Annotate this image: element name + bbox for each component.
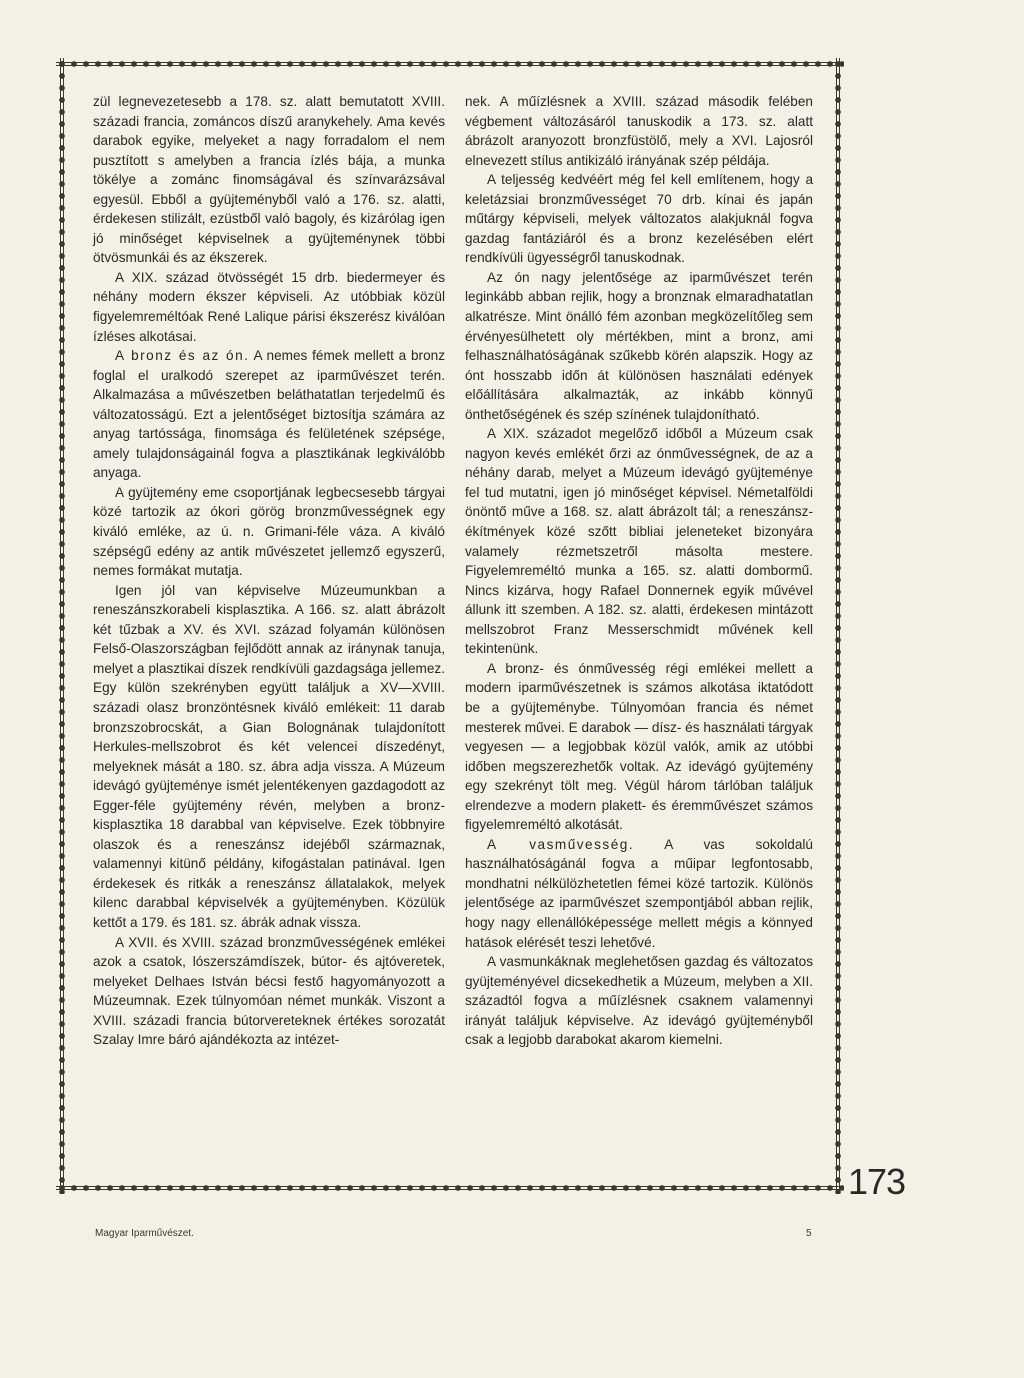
paragraph: A bronz- és ónművesség régi emlékei mellett a modern iparművészetnek is számos alkotása iktatódott be a gyüjteménybe. Túlnyomóan francia és német mesterek művei. E darabok — dísz- és használati tárgyak vegyesen — a legjobbak közül valók, amik az utóbbi időben megszerezhetők voltak. Az idevágó gyüjtemény egy szekrényt tölt meg. Végül három tárlóban találjuk elrendezve a modern plakett- és éremművészet számos figyelemreméltó alkotását. [465,660,813,833]
paragraph: Az ón nagy jelentősége az iparművészet terén leginkább abban rejlik, hogy a bronznak elmaradhatatlan alkatrésze. Mint önálló fém azonban megközelítőleg sem érvényesülhetett oly mértékben, mint a bronz, ami felhasználhatóságának szűkebb körén alapszik. Hogy az ónt hosszabb időn át különösen használati edények előállítására alkalmazták, az inkább könnyű önthetőségének és szép színének tulajdonítható. [465,269,813,422]
footer-publication-title: Magyar Iparművészet. [95,1228,194,1239]
paragraph: A XIX. század ötvösségét 15 drb. biedermeyer és néhány modern ékszer képviseli. Az utóbbiak közül figyelemreméltóak René Lalique párisi ékszerész kiválóan ízléses alkotásai. [93,269,445,344]
paragraph: Igen jól van képviselve Múzeumunkban a reneszánszkorabeli kisplasztika. A 166. sz. alatt ábrázolt két tűzbak a XV. és XVI. század folyamán különösen Felső-Olaszországban fejlődött annak az iránynak tanuja, melyet a plasztikai díszek rendkívüli gazdagsága jellemez. Egy külön szekrényben együtt találjuk a XV—XVIII. századi olasz bronzöntésnek kiváló emlékeit: 11 darab bronzszobrocskát, a Gian Bolognának tulajdonított Herkules-mellszobrot és két velencei díszedényt, melyeknek mását a 180. sz. ábra adja vissza. A Múzeum idevágó gyüjteménye ismét jelentékenyen gazdagodott az Egger-féle gyüjtemény révén, melyben a bronz-kisplasztika 18 darabbal van képviselve. Ezek többnyire olaszok és a reneszánsz idejéből származnak, valamennyi kitünő példány, kifogástalan patinával. Igen érdekesek és ritkák a reneszánsz állatalakok, melyek kilenc darabbal képviselvék a gyüjteményben. Közülük kettőt a 179. és 181. sz. ábrák adnak vissza. [93,582,445,930]
paragraph: A gyüjtemény eme csoportjának legbecsesebb tárgyai közé tartozik az ókori görög bronzművességnek egy kiváló emléke, az ú. n. Grimani-féle váza. A kiváló szépségű edény az antik művészetet jellemző egyszerű, nemes formákat mutatja. [93,484,445,579]
paragraph: nek. A műízlésnek a XVIII. század második felében végbement változásáról tanuskodik a 173. sz. alatt ábrázolt aranyozott bronzfüstölő, mely a XVI. Lajosról elnevezett stílus antikizáló irányának szép példája. [465,94,813,168]
right-text-column [465,92,813,1050]
section-paragraph-vas [465,835,813,952]
paragraph: A XIX. századot megelőző időből a Múzeum csak nagyon kevés emlékét őrzi az ónművességnek, de az a néhány darab, melyet a Múzeum idevágó gyüjteménye fel tud mutatni, igen jó minőséget képvisel. Németalföldi önöntő műve a 168. sz. alatt ábrázolt tál; a reneszánsz-ékítmények közé szőtt bibliai jeleneteket bizonyára valamely rézmetszetről másolta mestere. Figyelemreméltó munka a 165. sz. alatti dombormű. Nincs kizárva, hogy Rafael Donnernek egyik művével állunk itt szemben. A 182. sz. alatti, érdekesen mintázott mellszobrot Franz Messerschmidt művének kell tekintenünk. [465,426,813,657]
paragraph-text: A nemes fémek mellett a bronz foglal el uralkodó szerepet az iparművészet terén. Alkalmazása a művészetben beláthatatlan terjedelmű és változatosságú. Ezt a jelentőséget biztosítja számára az anyag tartóssága, finomsága és felületének szépsége, amely tulajdonságainál fogva a plasztikának legkiválóbb anyaga. [93,348,445,481]
paragraph: A teljesség kedvéért még fel kell említenem, hogy a keletázsiai bronzművességet 70 drb. kínai és japán műtárgy képviseli, melyek változatos alakjuknál fogva gazdag fantáziáról és a bronz kezelésében elért rendkívüli ügyességről tanuskodnak. [465,172,813,266]
paragraph-text: A vas sokoldalú használhatóságánál fogva a műipar legfontosabb, mondhatni nélkülözhetetlen fémei közé tartozik. Különös jelentősége az iparművészet szempontjából abban rejlik, hogy nagy ellenállóképessége mellett mégis a könnyed hatások elérését teszi lehetővé. [465,836,813,950]
section-heading-vas: A vasművesség. [487,836,635,852]
section-paragraph-bronz [93,346,445,483]
page-number: 173 [848,1161,906,1202]
bottom-border-ornament [56,1182,844,1194]
paragraph: A XVII. és XVIII. század bronzművességének emlékei azok a csatok, lószerszámdíszek, bútor- és ajtóveretek, melyeket Delhaes István bécsi festő hagyományozott a Múzeumnak. Ezek túlnyomóan német munkák. Viszont a XVIII. századi francia bútorvereteknek értékes sorozatát Szalay Imre báró ajándékozta az intézet- [93,934,445,1048]
section-heading-bronz: A bronz és az ón. [115,348,250,364]
left-text-column [93,92,445,1050]
paragraph: A vasmunkáknak meglehetősen gazdag és változatos gyüjteményével dicsekedhetik a Múzeum, melyben a XII. századtól fogva a műízlésnek csaknem valamennyi irányát találjuk képviselve. Az idevágó gyüjteményből csak a legjobb darabokat akarom kiemelni. [465,954,813,1048]
footer-signature-mark: 5 [806,1228,812,1239]
top-border-ornament [56,58,844,70]
paragraph: zül legnevezetesebb a 178. sz. alatt bemutatott XVIII. századi francia, zománcos díszű aranykehely. Ama kevés darabok egyike, melyeket a nagy forradalom el nem pusztított s amelyben a francia ízlés bája, a munka tökélye a zománc finomságával és színvarázsával egyesül. Ebből a gyüjteményből való a 176. sz. alatti, érdekesen stilizált, ezüstből való bagoly, és kizárólag igen jó minőséget képviselnek a gyüjteménynek többi ötvösmunkái és az ékszerek. [93,94,445,266]
right-border-ornament [832,58,844,1194]
left-border-ornament [56,58,68,1194]
